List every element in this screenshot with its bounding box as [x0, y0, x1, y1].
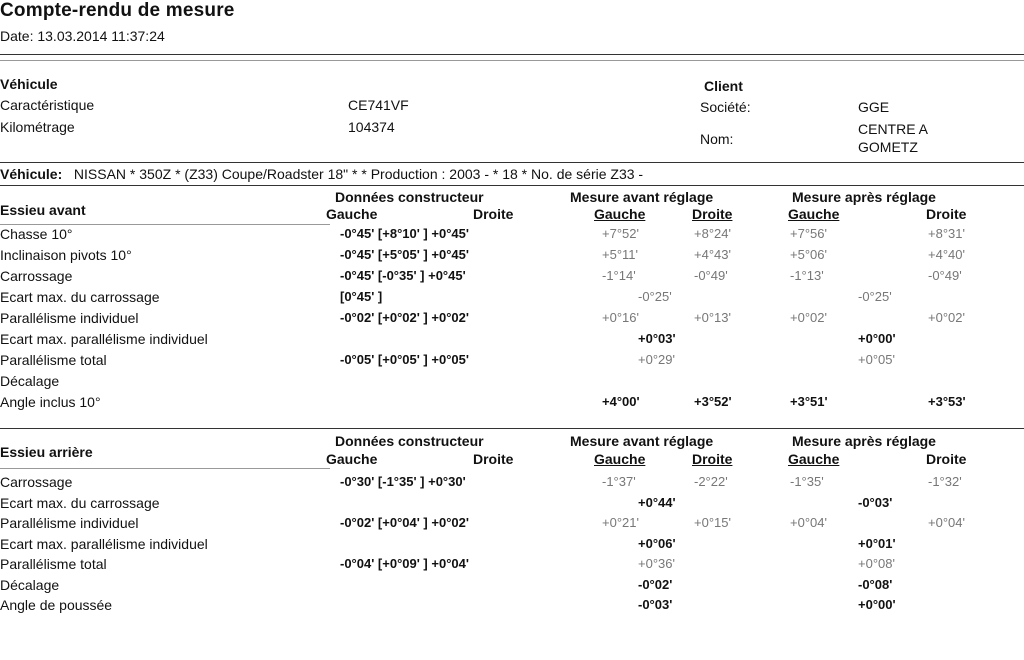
after-left-value: -1°13' [790, 268, 824, 283]
row-label: Parallélisme total [0, 352, 107, 368]
row-label: Carrossage [0, 474, 73, 490]
before-value: +0°29' [638, 352, 675, 367]
after-header: Mesure après réglage [792, 433, 936, 449]
constructor-left-header: Gauche [326, 451, 378, 467]
after-right-value: -1°32' [928, 474, 962, 489]
before-left-value: -1°14' [602, 268, 636, 283]
nom-value-line1: CENTRE A [858, 121, 929, 137]
before-right-value: +0°15' [694, 515, 731, 530]
row-label: Ecart max. du carrossage [0, 494, 160, 511]
nom-label: Nom: [700, 131, 734, 147]
before-value: -0°03' [638, 597, 673, 612]
divider [0, 60, 1024, 61]
after-value: +0°00' [858, 331, 896, 346]
before-left-value: +5°11' [602, 247, 638, 262]
after-left-value: +7°56' [790, 226, 827, 241]
report-title: Compte-rendu de mesure [0, 0, 235, 21]
after-left-value: +3°51' [790, 394, 828, 409]
before-left-value: +4°00' [602, 394, 640, 409]
after-right-header: Droite [926, 206, 967, 222]
row-label: Ecart max. parallélisme individuel [0, 535, 208, 552]
report-date: Date: 13.03.2014 11:37:24 [0, 28, 165, 44]
before-right-value: -2°22' [694, 474, 728, 489]
before-left-value: +0°21' [602, 515, 639, 530]
divider [0, 162, 1024, 163]
after-right-value: +0°02' [928, 310, 965, 325]
before-value: -0°02' [638, 576, 673, 592]
spec-value: -0°04' [+0°09' ] +0°04' [340, 556, 469, 571]
before-left-header: Gauche [594, 206, 646, 222]
spec-value: -0°30' [-1°35' ] +0°30' [340, 474, 466, 489]
societe-value: GGE [858, 99, 890, 115]
after-value: -0°25' [858, 289, 892, 304]
before-value: -0°25' [638, 289, 672, 304]
vehicle-line-label: Véhicule: [0, 166, 63, 182]
vehicle-line-value: NISSAN * 350Z * (Z33) Coupe/Roadster 18" * * Production : 2003 - * 18 * No. de série Z33 - [73, 166, 644, 182]
divider [0, 224, 330, 225]
before-value: +0°36' [638, 556, 675, 571]
before-right-value: +8°24' [694, 226, 731, 241]
after-value: +0°08' [858, 556, 895, 571]
vehicle-heading: Véhicule [0, 76, 58, 92]
mileage-label: Kilométrage [0, 119, 75, 135]
before-right-value: -0°49' [694, 268, 728, 283]
before-right-header: Droite [692, 451, 733, 467]
row-label: Carrossage [0, 268, 73, 284]
before-value: +0°44' [638, 494, 676, 510]
row-label: Chasse 10° [0, 226, 73, 242]
row-label: Décalage [0, 373, 60, 389]
constructor-left-header: Gauche [326, 206, 378, 222]
after-left-value: +0°04' [790, 515, 827, 530]
row-label: Ecart max. parallélisme individuel [0, 331, 208, 347]
rear-axle-title: Essieu arrière [0, 444, 93, 460]
after-value: -0°03' [858, 494, 893, 510]
constructor-right-header: Droite [473, 451, 514, 467]
spec-value: -0°02' [+0°04' ] +0°02' [340, 515, 469, 530]
after-left-value: -1°35' [790, 474, 824, 489]
spec-value: [0°45' ] [340, 289, 383, 304]
before-value: +0°06' [638, 535, 676, 551]
after-right-value: +3°53' [928, 394, 966, 409]
row-label: Parallélisme individuel [0, 310, 139, 326]
spec-value: -0°05' [+0°05' ] +0°05' [340, 352, 469, 367]
front-axle-title: Essieu avant [0, 202, 86, 218]
row-label: Inclinaison pivots 10° [0, 247, 132, 263]
constructor-header: Données constructeur [335, 433, 484, 449]
before-header: Mesure avant réglage [570, 189, 714, 205]
after-left-value: +0°02' [790, 310, 827, 325]
after-left-value: +5°06' [790, 247, 827, 262]
before-left-value: +0°16' [602, 310, 639, 325]
spec-value: -0°45' [-0°35' ] +0°45' [340, 268, 466, 283]
characteristic-label: Caractéristique [0, 97, 95, 113]
row-label: Décalage [0, 576, 60, 593]
divider [0, 54, 1024, 55]
after-right-value: +8°31' [928, 226, 965, 241]
mileage-value: 104374 [348, 119, 395, 135]
divider [0, 468, 330, 469]
row-label: Parallélisme individuel [0, 515, 139, 531]
societe-label: Société: [700, 99, 751, 115]
client-heading: Client [704, 78, 743, 94]
before-left-value: +7°52' [602, 226, 639, 241]
row-label: Parallélisme total [0, 556, 107, 572]
spec-value: -0°45' [+8°10' ] +0°45' [340, 226, 469, 241]
before-right-header: Droite [692, 206, 733, 222]
after-right-value: -0°49' [928, 268, 962, 283]
row-label: Angle de poussée [0, 597, 113, 613]
before-right-value: +0°13' [694, 310, 731, 325]
characteristic-value: CE741VF [348, 97, 409, 113]
spec-value: -0°45' [+5°05' ] +0°45' [340, 247, 469, 262]
spec-value: -0°02' [+0°02' ] +0°02' [340, 310, 469, 325]
after-value: +0°05' [858, 352, 895, 367]
nom-value-line2: GOMETZ [858, 139, 918, 155]
after-value: +0°01' [858, 535, 896, 551]
after-right-value: +0°04' [928, 515, 965, 530]
row-label: Angle inclus 10° [0, 394, 101, 410]
before-header: Mesure avant réglage [570, 433, 714, 449]
after-value: -0°08' [858, 576, 893, 592]
constructor-header: Données constructeur [335, 189, 484, 205]
after-left-header: Gauche [788, 451, 840, 467]
divider [0, 428, 1024, 429]
before-value: +0°03' [638, 331, 676, 346]
vehicle-line [0, 166, 643, 182]
before-left-value: -1°37' [602, 474, 636, 489]
after-right-header: Droite [926, 451, 967, 467]
before-right-value: +3°52' [694, 394, 732, 409]
after-value: +0°00' [858, 597, 896, 612]
constructor-right-header: Droite [473, 206, 514, 222]
before-left-header: Gauche [594, 451, 646, 467]
after-header: Mesure après réglage [792, 189, 936, 205]
divider [0, 185, 1024, 186]
after-right-value: +4°40' [928, 247, 965, 262]
before-right-value: +4°43' [694, 247, 731, 262]
after-left-header: Gauche [788, 206, 840, 222]
row-label: Ecart max. du carrossage [0, 289, 160, 305]
